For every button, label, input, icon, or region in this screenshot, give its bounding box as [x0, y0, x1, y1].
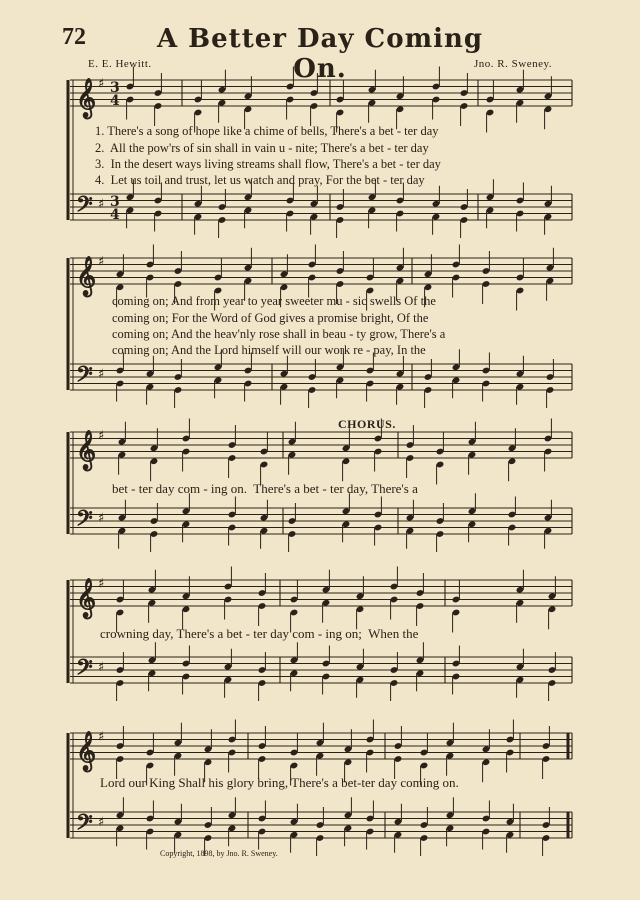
verse-2-line-b: coming on; For the Word of God gives a promise bright, Of the — [112, 311, 429, 325]
hymn-title: A Better Day Coming On. — [156, 24, 484, 84]
key-signature-sharp-icon: ♯ — [98, 814, 105, 830]
copyright-notice: Copyright, 1898, by Jno. R. Sweney. — [160, 849, 278, 858]
composer-credit: Jno. R. Sweney. — [474, 58, 552, 70]
time-signature-lower: 4 — [110, 93, 120, 109]
verse-4-line-a: 4. Let us toil and trust, let us watch and pray, For the bet - ter day — [95, 173, 425, 187]
treble-clef-icon: 𝄞 — [76, 256, 97, 296]
key-signature-sharp-icon: ♯ — [98, 659, 105, 675]
key-signature-sharp-icon: ♯ — [98, 196, 105, 212]
key-signature-sharp-icon: ♯ — [98, 729, 105, 745]
verse-3-line-a: 3. In the desert ways living streams shall flow, There's a bet - ter day — [95, 157, 441, 171]
chorus-lyric-line-3: Lord our King Shall his glory bring, There's a bet-ter day coming on. — [100, 775, 459, 790]
chorus-label: CHORUS. — [338, 417, 396, 431]
treble-clef-icon: 𝄞 — [76, 578, 97, 618]
verse-1-line-b: coming on; And from year to year sweeter mu - sic swells Of the — [112, 294, 436, 308]
time-signature-upper: 3 — [110, 80, 120, 96]
bass-clef-icon: 𝄢 — [76, 192, 93, 223]
key-signature-sharp-icon: ♯ — [98, 366, 105, 382]
time-signature-upper: 3 — [110, 194, 120, 210]
key-signature-sharp-icon: ♯ — [98, 576, 105, 592]
key-signature-sharp-icon: ♯ — [98, 510, 105, 526]
bass-clef-icon: 𝄢 — [76, 506, 93, 537]
treble-clef-icon: 𝄞 — [76, 78, 97, 118]
treble-clef-icon: 𝄞 — [76, 430, 97, 470]
time-signature-lower: 4 — [110, 207, 120, 223]
treble-clef-icon: 𝄞 — [76, 731, 97, 771]
bass-clef-icon: 𝄢 — [76, 362, 93, 393]
verse-4-line-b: coming on; And the Lord himself will our work re - pay, In the — [112, 343, 426, 357]
key-signature-sharp-icon: ♯ — [98, 428, 105, 444]
bass-clef-icon: 𝄢 — [76, 655, 93, 686]
verse-3-line-b: coming on; And the heav'nly rose shall in beau - ty grow, There's a — [112, 327, 446, 341]
verse-1-line-a: 1. There's a song of hope like a chime of bells, There's a bet - ter day — [95, 124, 439, 138]
chorus-lyric-line-1: bet - ter day com - ing on. There's a bet - ter day, There's a — [112, 481, 418, 496]
page-number: 72 — [62, 24, 86, 50]
bass-clef-icon: 𝄢 — [76, 810, 93, 841]
key-signature-sharp-icon: ♯ — [98, 254, 105, 270]
author-credit: E. E. Hewitt. — [88, 58, 152, 70]
key-signature-sharp-icon: ♯ — [98, 76, 105, 92]
verse-2-line-a: 2. All the pow'rs of sin shall in vain u - nite; There's a bet - ter day — [95, 141, 429, 155]
chorus-lyric-line-2: crowning day, There's a bet - ter day com - ing on; When the — [100, 626, 419, 641]
